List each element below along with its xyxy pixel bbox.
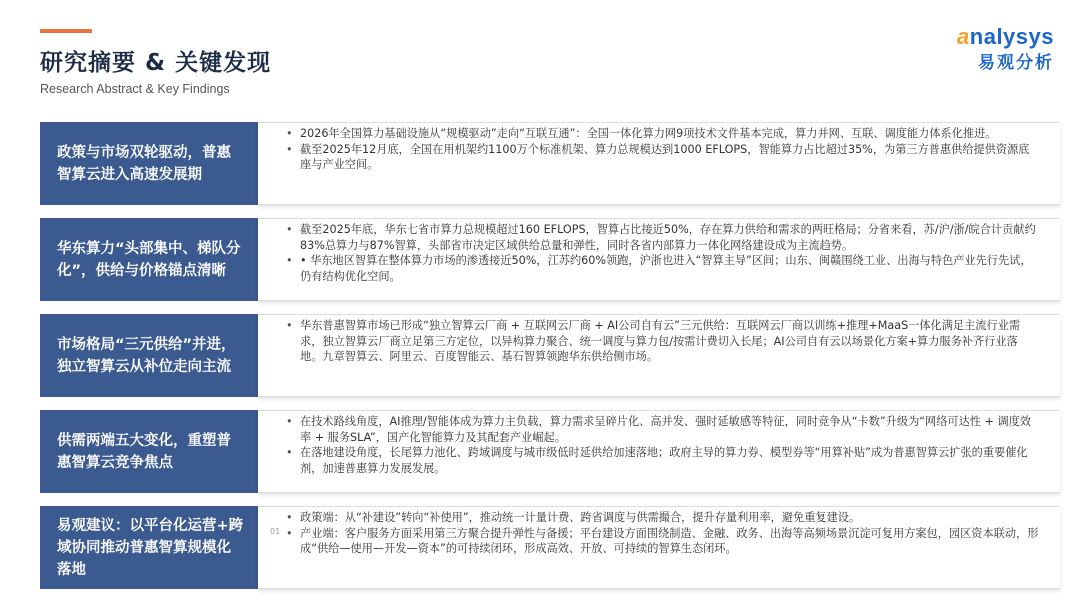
logo-wordmark [957, 24, 1054, 50]
finding-row-3 [40, 314, 1060, 397]
analysys-logo [957, 24, 1054, 73]
finding-bullet: • 截至2025年底，华东七省市算力总规模超过160 EFLOPS，智算占比接近50%，存在算力供给和需求的两旺格局；分省来看，苏/沪/浙/皖合计贡献约83%总算力与87%智算，头部省市决定区域供给总量和弹性，同时各省内部算力一体化网络建设成为主流趋势。 [286, 222, 1040, 253]
finding-row-4 [40, 410, 1060, 493]
finding-label: 供需两端五大变化，重塑普惠智算云竞争焦点 [40, 410, 258, 493]
finding-label: 市场格局“三元供给”并进，独立智算云从补位走向主流 [40, 314, 258, 397]
finding-row-2 [40, 218, 1060, 301]
finding-content [258, 506, 1060, 589]
logo-letter-a: a [957, 24, 970, 49]
logo-wordmark-rest: nalysys [969, 24, 1054, 49]
finding-bullet: • 华东普惠智算市场已形成“独立智算云厂商 + 互联网云厂商 + AI公司自有云”三元供给：互联网云厂商以训练+推理+MaaS一体化满足主流行业需求，独立智算云厂商立足第三方定位，以异构算力聚合、统一调度与算力包/按需计费切入长尾；AI公司自有云以场景化方案+算力服务补齐行业落地。九章智算云、阿里云、百度智能云、基石智算领跑华东供给侧市场。 [286, 318, 1040, 365]
finding-bullet: • 政策端：从“补建设”转向“补使用”，推动统一计量计费、跨省调度与供需撮合，提升存量利用率，避免重复建设。 [286, 510, 1040, 526]
finding-row-5 [40, 506, 1060, 589]
finding-bullet: • 2026年全国算力基础设施从“规模驱动”走向“互联互通”：全国一体化算力网9项技术文件基本完成，算力并网、互联、调度能力体系化推进。 [286, 126, 1040, 142]
finding-bullet: • • 华东地区智算在整体算力市场的渗透接近50%，江苏约60%领跑，沪浙也进入“智算主导”区间；山东、闽赣围绕工业、出海与特色产业先行先试，仍有结构优化空间。 [286, 253, 1040, 284]
finding-bullet: • 在落地建设角度，长尾算力池化、跨域调度与城市级低时延供给加速落地；政府主导的算力券、模型券等“用算补贴”成为普惠智算云扩张的重要催化剂，加速普惠算力发展发展。 [286, 445, 1040, 476]
title-accent-bar [40, 29, 92, 33]
finding-bullet: • 在技术路线角度，AI推理/智能体成为算力主负载，算力需求呈碎片化、高并发、强时延敏感等特征，同时竞争从“卡数”升级为“网络可达性 + 调度效率 + 服务SLA”，国产化智能算力及其配套产业崛起。 [286, 414, 1040, 445]
findings-list [40, 122, 1060, 602]
finding-bullet: • 截至2025年12月底，全国在用机架约1100万个标准机架、算力总规模达到1000 EFLOPS，智能算力占比超过35%，为第三方普惠供给提供资源底座与产业空间。 [286, 142, 1040, 173]
finding-row-1 [40, 122, 1060, 205]
finding-content [258, 122, 1060, 205]
page-title: 研究摘要 & 关键发现 [40, 50, 272, 76]
finding-content [258, 314, 1060, 397]
finding-bullet: • 产业端：客户服务方面采用第三方聚合提升弹性与备援；平台建设方面围绕制造、金融、政务、出海等高频场景沉淀可复用方案包，园区资本联动，形成“供给—使用—开发—资本”的可持续闭环，形成高效、开放、可持续的智算生态闭环。 [286, 526, 1040, 557]
finding-label: 易观建议：以平台化运营+跨域协同推动普惠智算规模化落地 [40, 506, 258, 589]
finding-label: 政策与市场双轮驱动，普惠智算云进入高速发展期 [40, 122, 258, 205]
finding-content [258, 218, 1060, 301]
page-subtitle: Research Abstract & Key Findings [40, 82, 230, 96]
logo-chinese-name: 易观分析 [978, 53, 1054, 73]
finding-label: 华东算力“头部集中、梯队分化”，供给与价格锚点清晰 [40, 218, 258, 301]
finding-content [258, 410, 1060, 493]
page-number: 01 [270, 527, 281, 536]
